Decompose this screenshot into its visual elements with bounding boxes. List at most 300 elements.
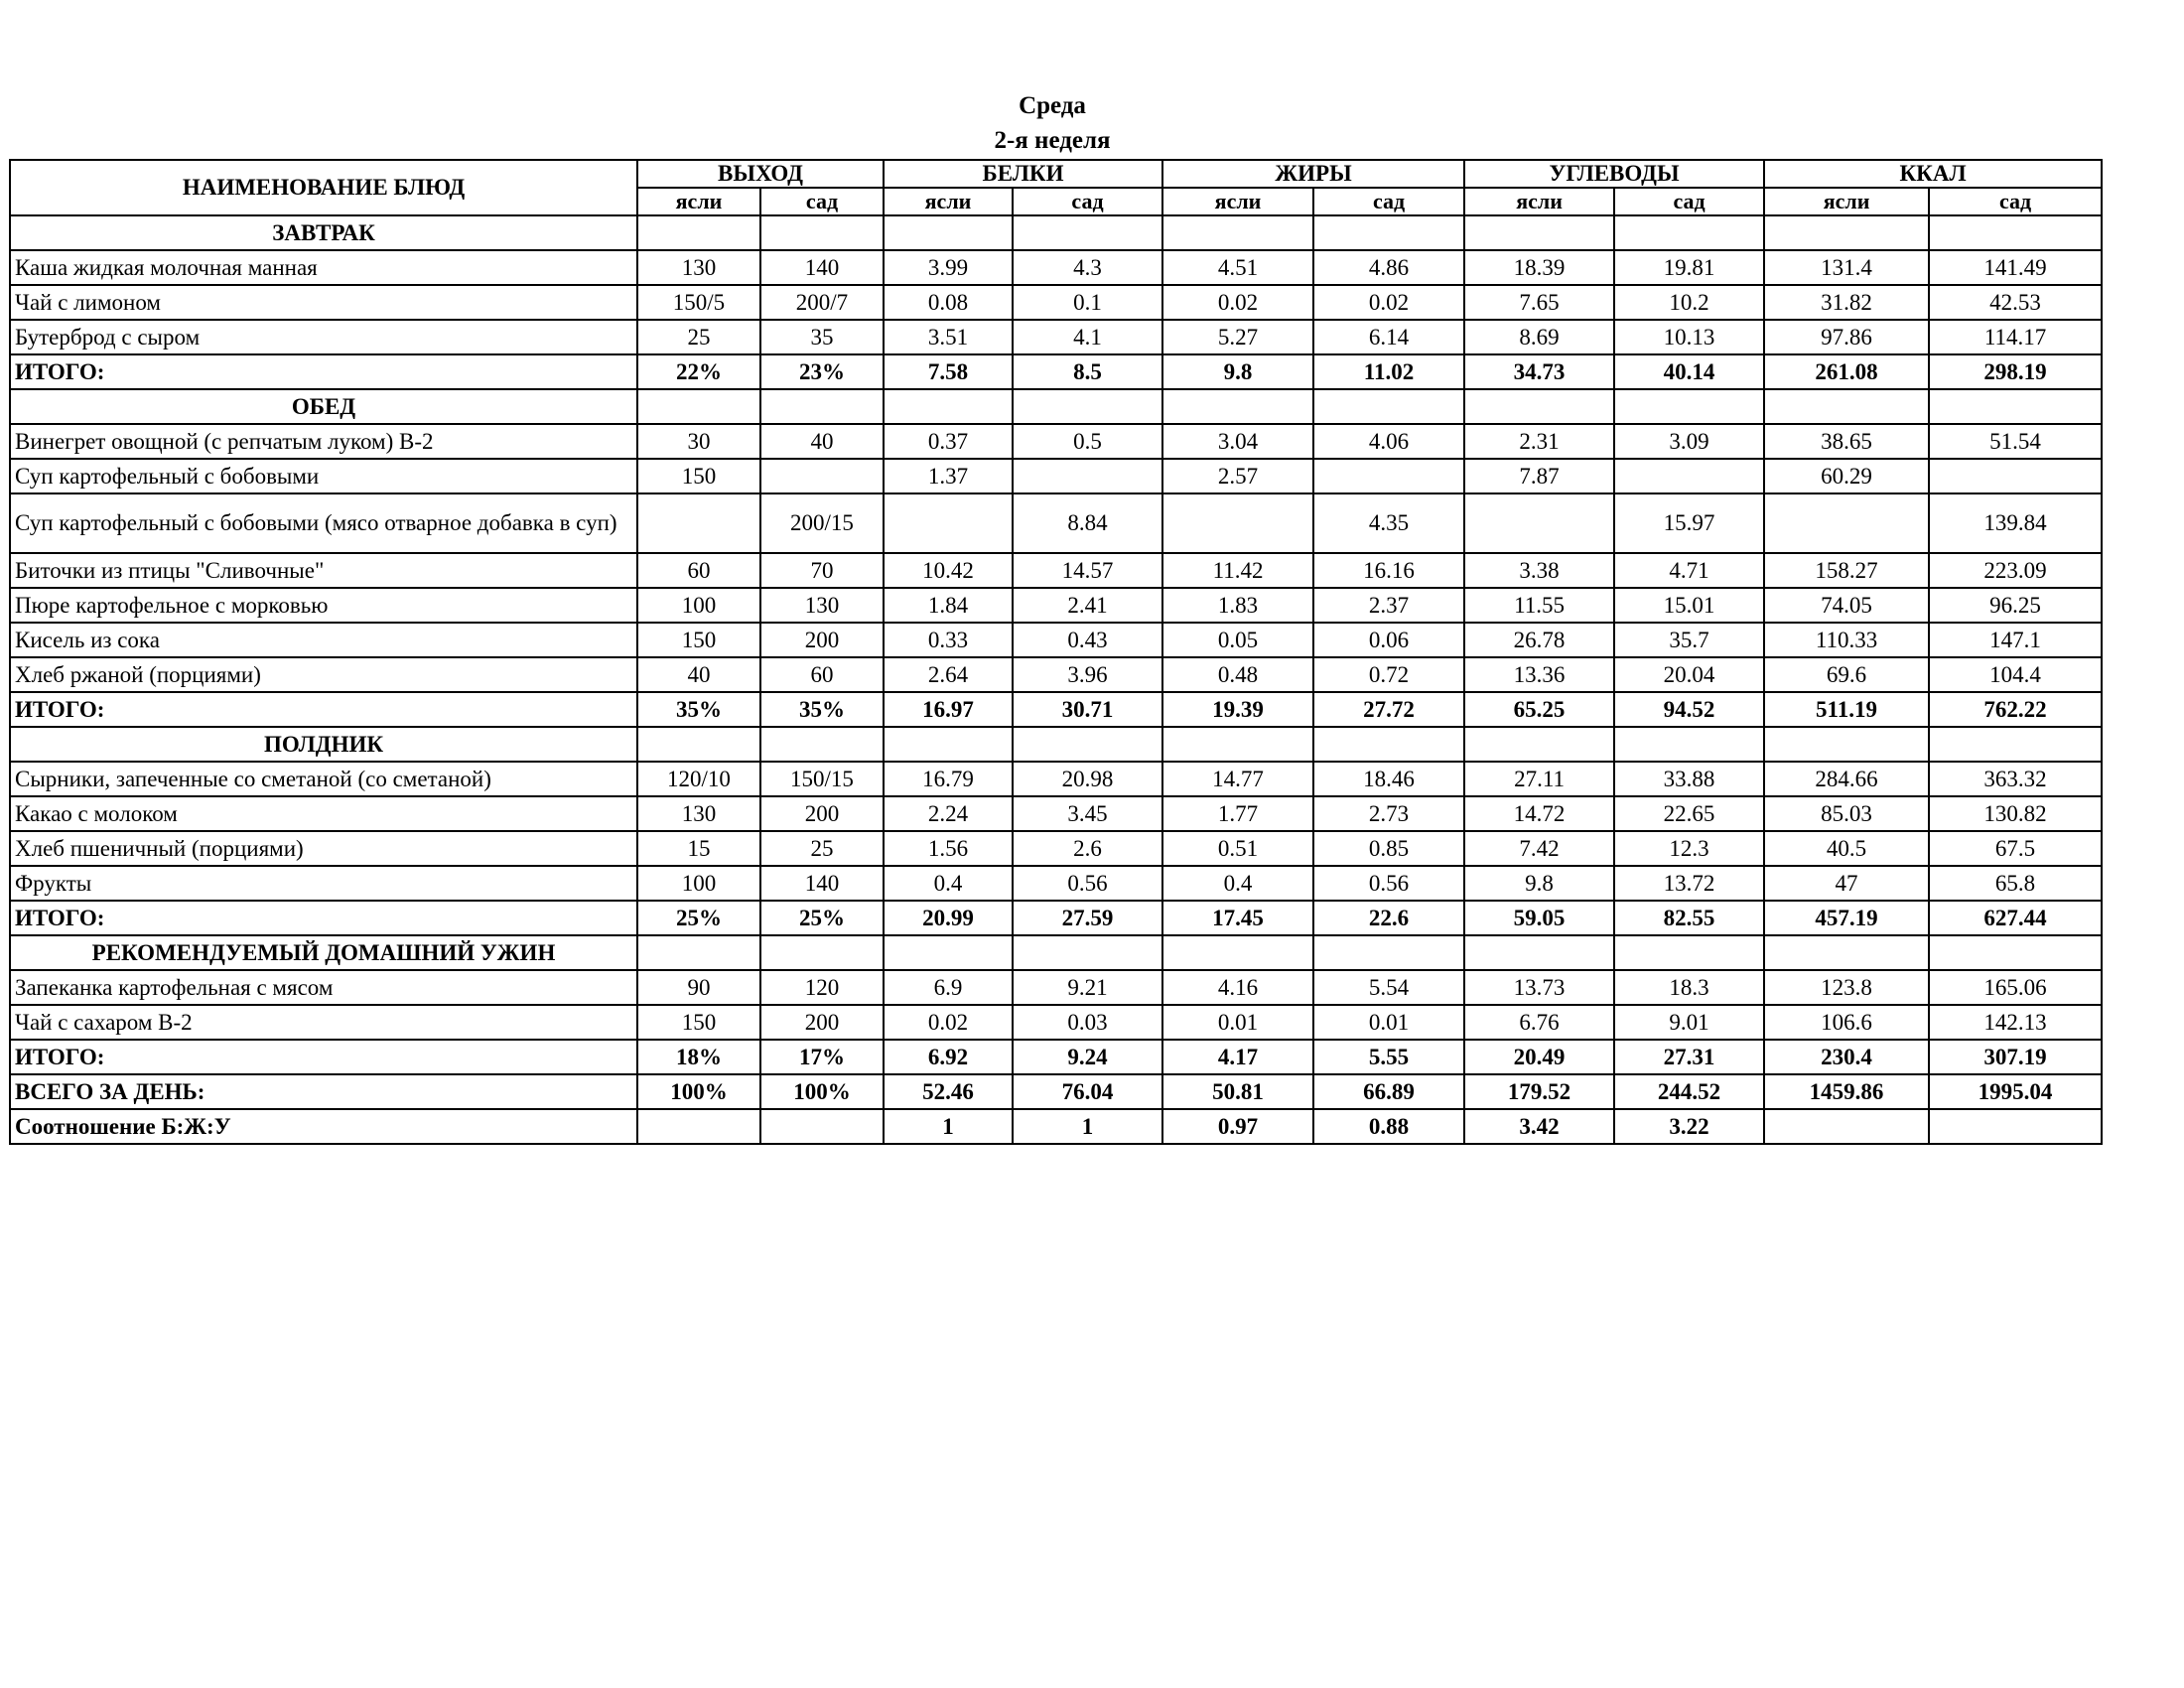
value-cell: 100 xyxy=(637,588,760,623)
value-cell: 0.02 xyxy=(884,1005,1013,1040)
value-cell: 27.31 xyxy=(1614,1040,1764,1074)
value-cell: 4.35 xyxy=(1313,493,1464,553)
menu-body xyxy=(10,215,2102,1144)
value-cell: 165.06 xyxy=(1929,970,2102,1005)
empty-cell xyxy=(1929,727,2102,762)
table-row xyxy=(10,657,2102,692)
value-cell: 17.45 xyxy=(1162,901,1313,935)
value-cell: 0.02 xyxy=(1313,285,1464,320)
value-cell: 150/15 xyxy=(760,762,884,796)
value-cell: 59.05 xyxy=(1464,901,1614,935)
header-group-output: ВЫХОД xyxy=(637,160,884,188)
empty-cell xyxy=(1764,935,1929,970)
value-cell: 0.56 xyxy=(1013,866,1162,901)
value-cell: 0.97 xyxy=(1162,1109,1313,1144)
section-title: ЗАВТРАК xyxy=(10,215,637,250)
value-cell: 18% xyxy=(637,1040,760,1074)
value-cell xyxy=(1614,459,1764,493)
value-cell xyxy=(1764,493,1929,553)
table-row xyxy=(10,250,2102,285)
empty-cell xyxy=(760,215,884,250)
value-cell: 3.04 xyxy=(1162,424,1313,459)
value-cell xyxy=(1464,493,1614,553)
dish-name: Какао с молоком xyxy=(10,796,637,831)
dish-name: Бутерброд с сыром xyxy=(10,320,637,354)
value-cell: 200 xyxy=(760,1005,884,1040)
header-row-groups xyxy=(10,160,2102,188)
value-cell: 4.71 xyxy=(1614,553,1764,588)
value-cell: 8.84 xyxy=(1013,493,1162,553)
dish-name: Винегрет овощной (с репчатым луком) В-2 xyxy=(10,424,637,459)
value-cell: 1.77 xyxy=(1162,796,1313,831)
table-row xyxy=(10,285,2102,320)
empty-cell xyxy=(1929,935,2102,970)
value-cell: 47 xyxy=(1764,866,1929,901)
value-cell: 0.48 xyxy=(1162,657,1313,692)
value-cell: 0.51 xyxy=(1162,831,1313,866)
empty-cell xyxy=(1614,727,1764,762)
table-row xyxy=(10,762,2102,796)
empty-cell xyxy=(1162,389,1313,424)
header-sub: сад xyxy=(760,188,884,215)
value-cell: 158.27 xyxy=(1764,553,1929,588)
value-cell: 3.96 xyxy=(1013,657,1162,692)
section-header-row xyxy=(10,215,2102,250)
value-cell: 6.9 xyxy=(884,970,1013,1005)
value-cell: 60 xyxy=(760,657,884,692)
value-cell: 1 xyxy=(1013,1109,1162,1144)
value-cell: 20.98 xyxy=(1013,762,1162,796)
value-cell: 1 xyxy=(884,1109,1013,1144)
section-header-row xyxy=(10,389,2102,424)
empty-cell xyxy=(1764,215,1929,250)
value-cell: 7.65 xyxy=(1464,285,1614,320)
dish-name: Чай с сахаром В-2 xyxy=(10,1005,637,1040)
value-cell: 130 xyxy=(637,250,760,285)
value-cell: 25% xyxy=(760,901,884,935)
value-cell: 38.65 xyxy=(1764,424,1929,459)
dish-name: Хлеб ржаной (порциями) xyxy=(10,657,637,692)
value-cell: 0.03 xyxy=(1013,1005,1162,1040)
value-cell: 35 xyxy=(760,320,884,354)
day-total-row xyxy=(10,1074,2102,1109)
empty-cell xyxy=(884,935,1013,970)
dish-name: Суп картофельный с бобовыми xyxy=(10,459,637,493)
value-cell: 2.6 xyxy=(1013,831,1162,866)
value-cell: 3.09 xyxy=(1614,424,1764,459)
value-cell: 35% xyxy=(760,692,884,727)
value-cell: 11.55 xyxy=(1464,588,1614,623)
value-cell: 67.5 xyxy=(1929,831,2102,866)
value-cell: 147.1 xyxy=(1929,623,2102,657)
header-sub: ясли xyxy=(1162,188,1313,215)
value-cell: 1.84 xyxy=(884,588,1013,623)
value-cell: 0.02 xyxy=(1162,285,1313,320)
value-cell: 200 xyxy=(760,623,884,657)
value-cell: 5.54 xyxy=(1313,970,1464,1005)
value-cell: 9.01 xyxy=(1614,1005,1764,1040)
value-cell: 82.55 xyxy=(1614,901,1764,935)
value-cell: 363.32 xyxy=(1929,762,2102,796)
empty-cell xyxy=(1162,215,1313,250)
value-cell: 100 xyxy=(637,866,760,901)
table-row xyxy=(10,866,2102,901)
empty-cell xyxy=(1464,215,1614,250)
empty-cell xyxy=(760,389,884,424)
value-cell: 40 xyxy=(760,424,884,459)
value-cell: 13.36 xyxy=(1464,657,1614,692)
value-cell xyxy=(884,493,1013,553)
dish-name: Каша жидкая молочная манная xyxy=(10,250,637,285)
value-cell xyxy=(637,1109,760,1144)
header-sub: ясли xyxy=(1464,188,1614,215)
section-title: ОБЕД xyxy=(10,389,637,424)
value-cell: 60 xyxy=(637,553,760,588)
value-cell: 76.04 xyxy=(1013,1074,1162,1109)
value-cell: 4.3 xyxy=(1013,250,1162,285)
dish-name: Чай с лимоном xyxy=(10,285,637,320)
table-row xyxy=(10,623,2102,657)
value-cell: 16.16 xyxy=(1313,553,1464,588)
value-cell: 4.1 xyxy=(1013,320,1162,354)
value-cell: 13.72 xyxy=(1614,866,1764,901)
value-cell: 150 xyxy=(637,459,760,493)
value-cell: 244.52 xyxy=(1614,1074,1764,1109)
value-cell: 2.73 xyxy=(1313,796,1464,831)
table-row xyxy=(10,320,2102,354)
value-cell: 0.01 xyxy=(1313,1005,1464,1040)
empty-cell xyxy=(1162,935,1313,970)
dish-name: Фрукты xyxy=(10,866,637,901)
total-label: ИТОГО: xyxy=(10,692,637,727)
value-cell: 106.6 xyxy=(1764,1005,1929,1040)
value-cell: 2.24 xyxy=(884,796,1013,831)
page-title: Среда xyxy=(1019,92,1086,119)
value-cell: 9.24 xyxy=(1013,1040,1162,1074)
dish-name: Биточки из птицы "Сливочные" xyxy=(10,553,637,588)
empty-cell xyxy=(1013,215,1162,250)
value-cell: 23% xyxy=(760,354,884,389)
empty-cell xyxy=(884,389,1013,424)
empty-cell xyxy=(760,727,884,762)
value-cell: 2.41 xyxy=(1013,588,1162,623)
value-cell: 42.53 xyxy=(1929,285,2102,320)
value-cell: 12.3 xyxy=(1614,831,1764,866)
value-cell: 25 xyxy=(760,831,884,866)
value-cell: 1.83 xyxy=(1162,588,1313,623)
value-cell: 8.5 xyxy=(1013,354,1162,389)
empty-cell xyxy=(884,215,1013,250)
dish-name: Кисель из сока xyxy=(10,623,637,657)
value-cell: 11.42 xyxy=(1162,553,1313,588)
value-cell: 14.57 xyxy=(1013,553,1162,588)
value-cell xyxy=(760,1109,884,1144)
value-cell: 0.85 xyxy=(1313,831,1464,866)
value-cell: 130 xyxy=(760,588,884,623)
empty-cell xyxy=(1013,389,1162,424)
empty-cell xyxy=(1929,389,2102,424)
value-cell: 96.25 xyxy=(1929,588,2102,623)
value-cell: 200 xyxy=(760,796,884,831)
value-cell: 85.03 xyxy=(1764,796,1929,831)
section-total-row xyxy=(10,901,2102,935)
empty-cell xyxy=(1764,727,1929,762)
value-cell: 200/7 xyxy=(760,285,884,320)
value-cell: 4.16 xyxy=(1162,970,1313,1005)
value-cell: 60.29 xyxy=(1764,459,1929,493)
header-group-carbs: УГЛЕВОДЫ xyxy=(1464,160,1764,188)
value-cell: 25 xyxy=(637,320,760,354)
value-cell: 123.8 xyxy=(1764,970,1929,1005)
value-cell: 284.66 xyxy=(1764,762,1929,796)
value-cell: 4.17 xyxy=(1162,1040,1313,1074)
value-cell: 100% xyxy=(637,1074,760,1109)
empty-cell xyxy=(1313,935,1464,970)
value-cell: 9.8 xyxy=(1464,866,1614,901)
value-cell: 3.42 xyxy=(1464,1109,1614,1144)
value-cell: 0.5 xyxy=(1013,424,1162,459)
value-cell: 65.8 xyxy=(1929,866,2102,901)
value-cell: 0.1 xyxy=(1013,285,1162,320)
dish-name: Пюре картофельное с морковью xyxy=(10,588,637,623)
dish-name: Хлеб пшеничный (порциями) xyxy=(10,831,637,866)
empty-cell xyxy=(1464,727,1614,762)
value-cell: 2.57 xyxy=(1162,459,1313,493)
value-cell: 26.78 xyxy=(1464,623,1614,657)
section-header-row xyxy=(10,727,2102,762)
value-cell: 50.81 xyxy=(1162,1074,1313,1109)
value-cell xyxy=(1929,459,2102,493)
value-cell: 120 xyxy=(760,970,884,1005)
total-label: ИТОГО: xyxy=(10,1040,637,1074)
value-cell: 14.72 xyxy=(1464,796,1614,831)
value-cell: 142.13 xyxy=(1929,1005,2102,1040)
value-cell xyxy=(760,459,884,493)
value-cell xyxy=(1313,459,1464,493)
menu-table xyxy=(9,159,2103,1145)
value-cell xyxy=(1764,1109,1929,1144)
value-cell: 200/15 xyxy=(760,493,884,553)
value-cell: 0.37 xyxy=(884,424,1013,459)
value-cell: 52.46 xyxy=(884,1074,1013,1109)
value-cell: 104.4 xyxy=(1929,657,2102,692)
table-row xyxy=(10,831,2102,866)
header-sub: сад xyxy=(1614,188,1764,215)
value-cell: 8.69 xyxy=(1464,320,1614,354)
value-cell: 3.99 xyxy=(884,250,1013,285)
table-row xyxy=(10,1005,2102,1040)
value-cell: 130.82 xyxy=(1929,796,2102,831)
section-total-row xyxy=(10,692,2102,727)
value-cell: 7.87 xyxy=(1464,459,1614,493)
value-cell: 18.39 xyxy=(1464,250,1614,285)
empty-cell xyxy=(637,389,760,424)
value-cell: 150/5 xyxy=(637,285,760,320)
header-group-fats: ЖИРЫ xyxy=(1162,160,1464,188)
value-cell: 17% xyxy=(760,1040,884,1074)
value-cell: 27.59 xyxy=(1013,901,1162,935)
table-row xyxy=(10,459,2102,493)
value-cell: 5.55 xyxy=(1313,1040,1464,1074)
value-cell: 100% xyxy=(760,1074,884,1109)
value-cell: 16.97 xyxy=(884,692,1013,727)
value-cell: 66.89 xyxy=(1313,1074,1464,1109)
value-cell: 33.88 xyxy=(1614,762,1764,796)
empty-cell xyxy=(1614,215,1764,250)
value-cell: 140 xyxy=(760,866,884,901)
empty-cell xyxy=(1013,727,1162,762)
value-cell: 20.99 xyxy=(884,901,1013,935)
header-sub: сад xyxy=(1313,188,1464,215)
value-cell: 6.92 xyxy=(884,1040,1013,1074)
value-cell: 31.82 xyxy=(1764,285,1929,320)
value-cell: 40.14 xyxy=(1614,354,1764,389)
value-cell: 457.19 xyxy=(1764,901,1929,935)
value-cell: 15.01 xyxy=(1614,588,1764,623)
value-cell: 20.49 xyxy=(1464,1040,1614,1074)
dish-name: Сырники, запеченные со сметаной (со сметаной) xyxy=(10,762,637,796)
value-cell: 14.77 xyxy=(1162,762,1313,796)
value-cell: 40.5 xyxy=(1764,831,1929,866)
ratio-row xyxy=(10,1109,2102,1144)
value-cell: 2.37 xyxy=(1313,588,1464,623)
value-cell: 131.4 xyxy=(1764,250,1929,285)
value-cell: 70 xyxy=(760,553,884,588)
value-cell: 16.79 xyxy=(884,762,1013,796)
table-row xyxy=(10,493,2102,553)
value-cell: 9.8 xyxy=(1162,354,1313,389)
value-cell: 35.7 xyxy=(1614,623,1764,657)
value-cell: 3.51 xyxy=(884,320,1013,354)
value-cell: 1459.86 xyxy=(1764,1074,1929,1109)
value-cell: 97.86 xyxy=(1764,320,1929,354)
value-cell: 15.97 xyxy=(1614,493,1764,553)
section-header-row xyxy=(10,935,2102,970)
empty-cell xyxy=(1464,389,1614,424)
value-cell: 179.52 xyxy=(1464,1074,1614,1109)
empty-cell xyxy=(1614,389,1764,424)
empty-cell xyxy=(1013,935,1162,970)
section-total-row xyxy=(10,354,2102,389)
header-sub: ясли xyxy=(1764,188,1929,215)
value-cell: 3.45 xyxy=(1013,796,1162,831)
value-cell: 511.19 xyxy=(1764,692,1929,727)
value-cell: 7.58 xyxy=(884,354,1013,389)
value-cell: 230.4 xyxy=(1764,1040,1929,1074)
value-cell: 74.05 xyxy=(1764,588,1929,623)
value-cell: 2.31 xyxy=(1464,424,1614,459)
empty-cell xyxy=(1313,727,1464,762)
value-cell: 261.08 xyxy=(1764,354,1929,389)
table-row xyxy=(10,588,2102,623)
value-cell: 6.14 xyxy=(1313,320,1464,354)
value-cell: 150 xyxy=(637,1005,760,1040)
value-cell: 762.22 xyxy=(1929,692,2102,727)
value-cell: 27.72 xyxy=(1313,692,1464,727)
value-cell: 5.27 xyxy=(1162,320,1313,354)
empty-cell xyxy=(637,935,760,970)
page-subtitle: 2-я неделя xyxy=(994,127,1111,154)
header-sub: сад xyxy=(1929,188,2102,215)
value-cell: 35% xyxy=(637,692,760,727)
value-cell: 20.04 xyxy=(1614,657,1764,692)
empty-cell xyxy=(1929,215,2102,250)
value-cell: 0.43 xyxy=(1013,623,1162,657)
dish-name: Суп картофельный с бобовыми (мясо отварное добавка в суп) xyxy=(10,493,637,553)
section-title: ПОЛДНИК xyxy=(10,727,637,762)
value-cell xyxy=(1162,493,1313,553)
total-label: ИТОГО: xyxy=(10,354,637,389)
value-cell: 0.56 xyxy=(1313,866,1464,901)
value-cell: 11.02 xyxy=(1313,354,1464,389)
value-cell: 69.6 xyxy=(1764,657,1929,692)
value-cell: 114.17 xyxy=(1929,320,2102,354)
value-cell: 30.71 xyxy=(1013,692,1162,727)
value-cell: 0.4 xyxy=(1162,866,1313,901)
value-cell: 30 xyxy=(637,424,760,459)
value-cell: 1.37 xyxy=(884,459,1013,493)
day-total-row-label: ВСЕГО ЗА ДЕНЬ: xyxy=(10,1074,637,1109)
empty-cell xyxy=(1313,215,1464,250)
value-cell: 13.73 xyxy=(1464,970,1614,1005)
value-cell: 627.44 xyxy=(1929,901,2102,935)
table-row xyxy=(10,796,2102,831)
value-cell: 10.2 xyxy=(1614,285,1764,320)
value-cell: 2.64 xyxy=(884,657,1013,692)
value-cell: 0.33 xyxy=(884,623,1013,657)
value-cell: 94.52 xyxy=(1614,692,1764,727)
value-cell: 0.88 xyxy=(1313,1109,1464,1144)
value-cell: 307.19 xyxy=(1929,1040,2102,1074)
empty-cell xyxy=(1162,727,1313,762)
empty-cell xyxy=(1614,935,1764,970)
value-cell: 110.33 xyxy=(1764,623,1929,657)
value-cell: 51.54 xyxy=(1929,424,2102,459)
empty-cell xyxy=(884,727,1013,762)
value-cell: 3.22 xyxy=(1614,1109,1764,1144)
value-cell: 25% xyxy=(637,901,760,935)
value-cell: 22.6 xyxy=(1313,901,1464,935)
header-sub: сад xyxy=(1013,188,1162,215)
value-cell: 0.72 xyxy=(1313,657,1464,692)
ratio-row-label: Соотношение Б:Ж:У xyxy=(10,1109,637,1144)
table-row xyxy=(10,970,2102,1005)
value-cell: 0.08 xyxy=(884,285,1013,320)
header-group-kcal: ККАЛ xyxy=(1764,160,2102,188)
section-total-row xyxy=(10,1040,2102,1074)
value-cell: 141.49 xyxy=(1929,250,2102,285)
table-row xyxy=(10,424,2102,459)
value-cell: 22% xyxy=(637,354,760,389)
value-cell: 130 xyxy=(637,796,760,831)
value-cell: 40 xyxy=(637,657,760,692)
total-label: ИТОГО: xyxy=(10,901,637,935)
value-cell: 3.38 xyxy=(1464,553,1614,588)
empty-cell xyxy=(1313,389,1464,424)
header-group-proteins: БЕЛКИ xyxy=(884,160,1162,188)
value-cell: 34.73 xyxy=(1464,354,1614,389)
empty-cell xyxy=(760,935,884,970)
value-cell: 140 xyxy=(760,250,884,285)
section-title: РЕКОМЕНДУЕМЫЙ ДОМАШНИЙ УЖИН xyxy=(10,935,637,970)
value-cell: 90 xyxy=(637,970,760,1005)
empty-cell xyxy=(637,727,760,762)
value-cell: 19.81 xyxy=(1614,250,1764,285)
value-cell: 0.06 xyxy=(1313,623,1464,657)
empty-cell xyxy=(637,215,760,250)
value-cell: 223.09 xyxy=(1929,553,2102,588)
value-cell: 15 xyxy=(637,831,760,866)
